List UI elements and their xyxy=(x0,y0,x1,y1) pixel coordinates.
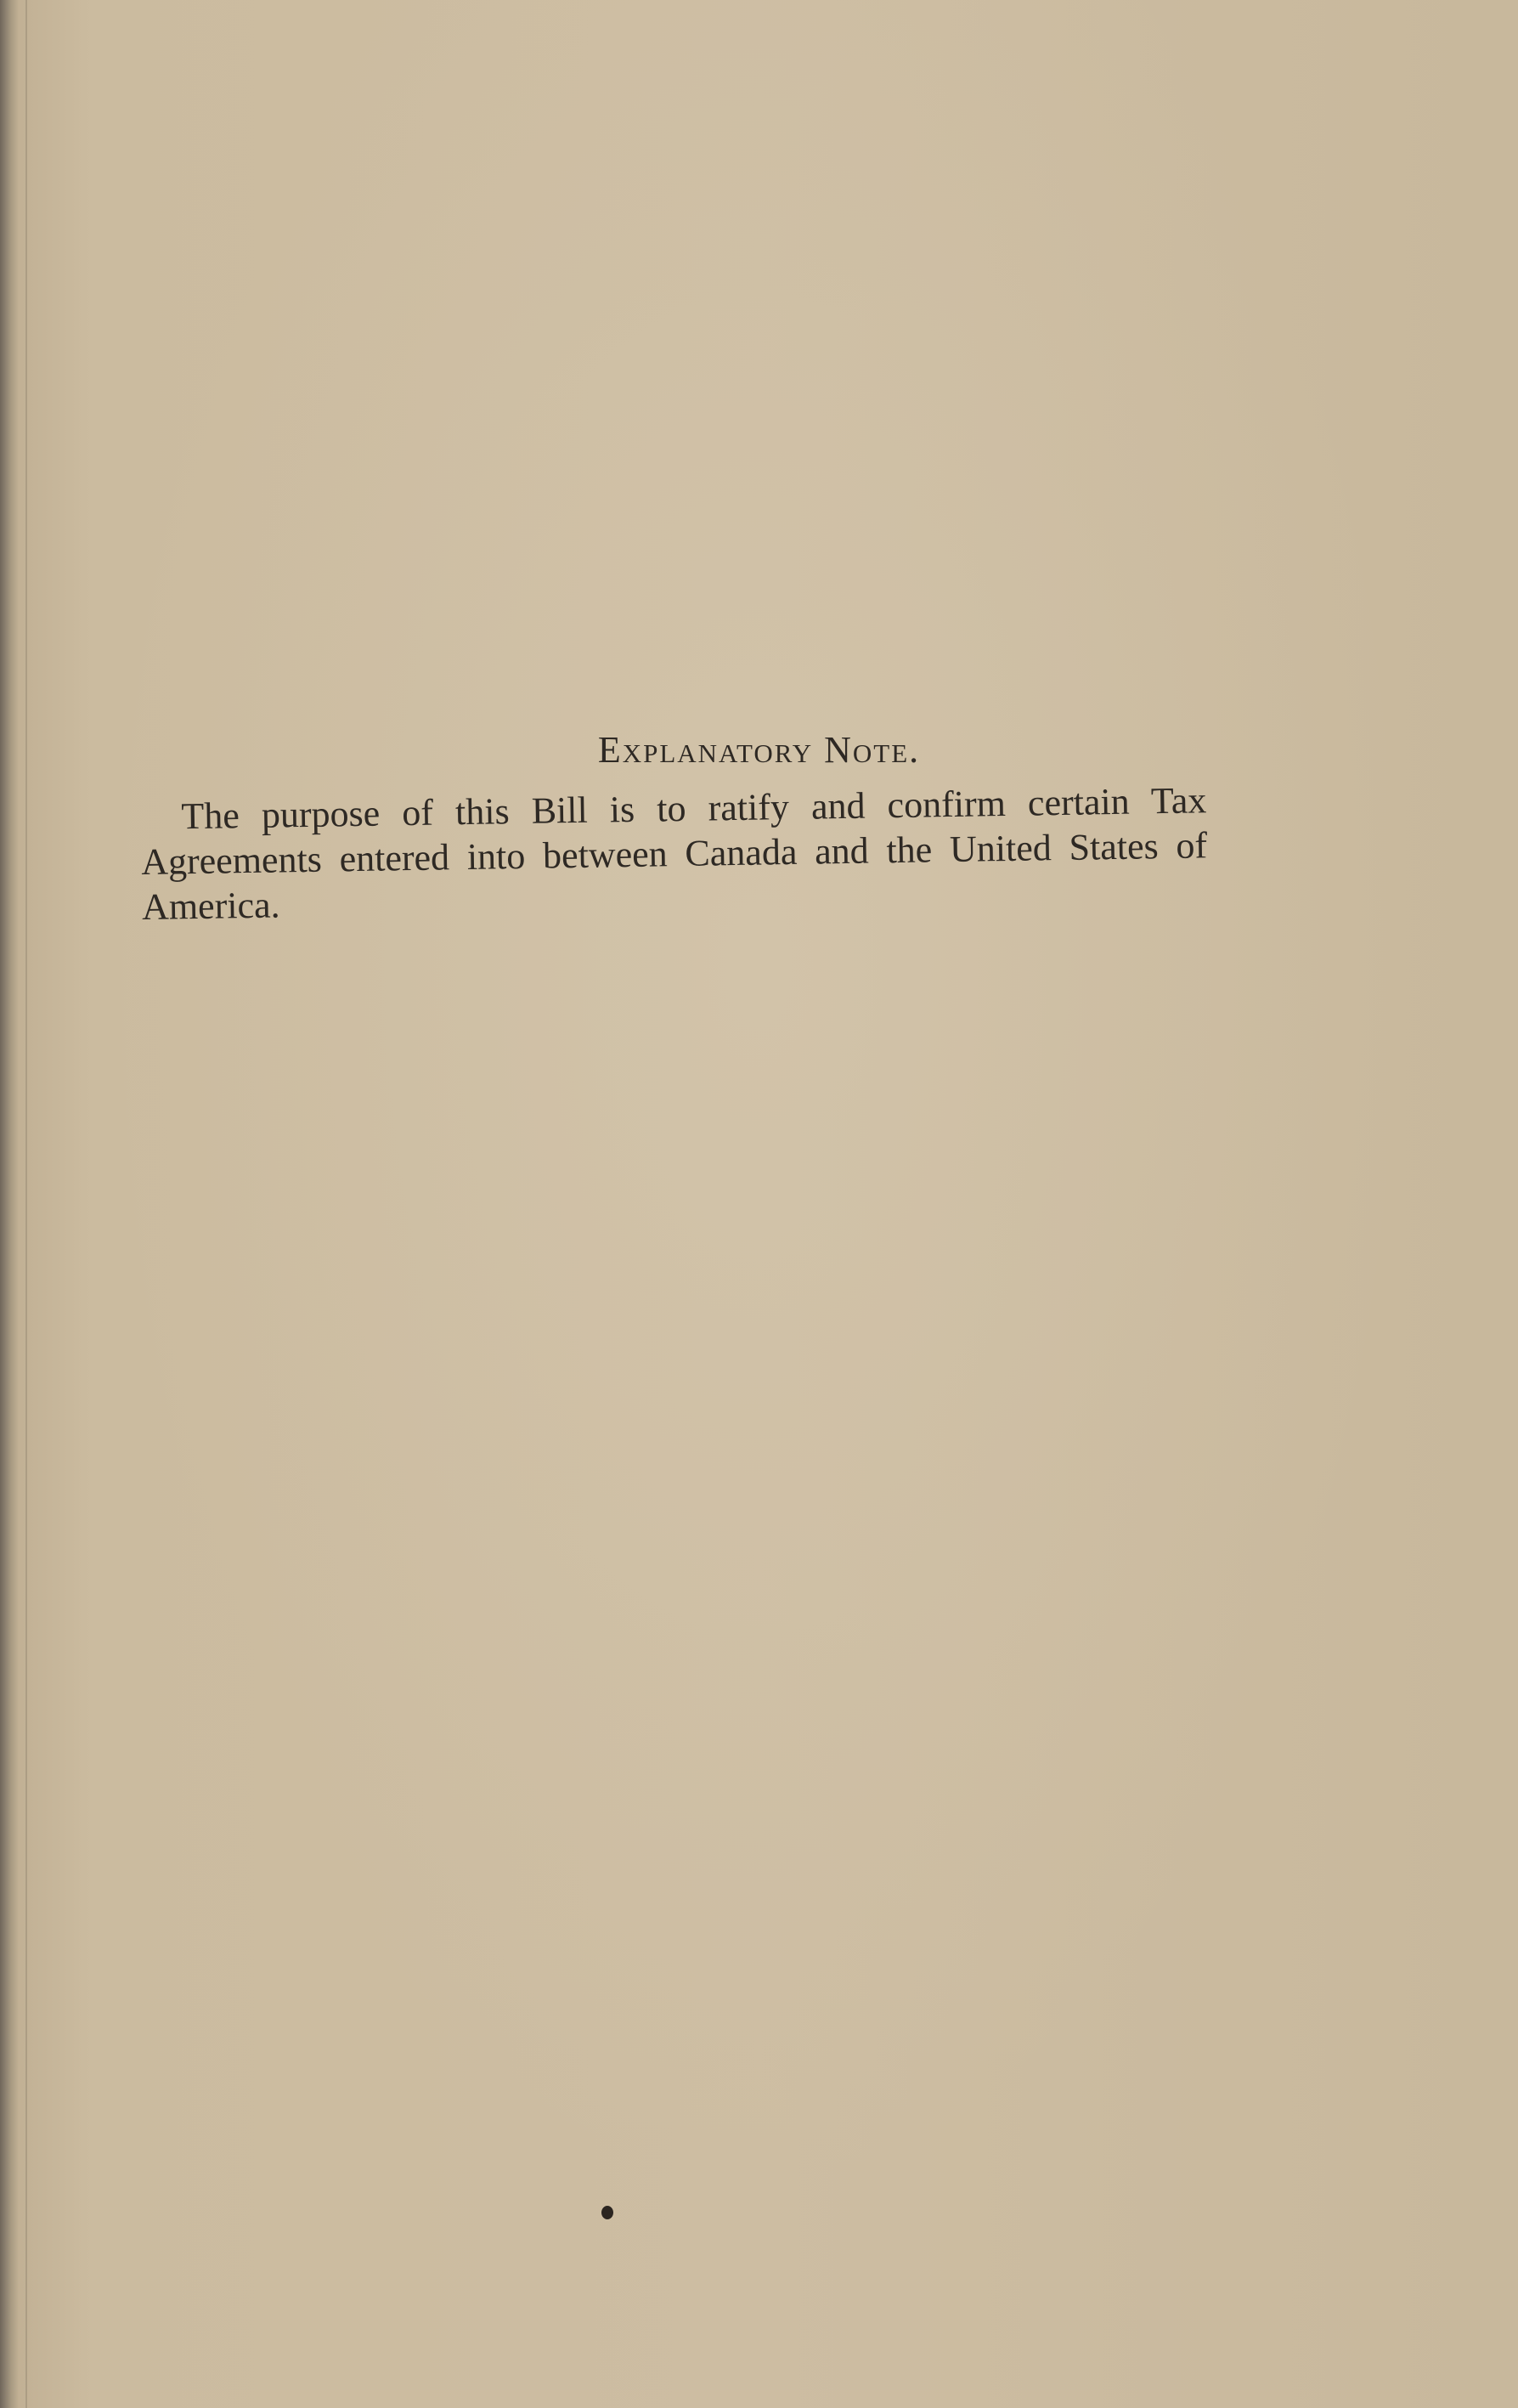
ink-speck xyxy=(601,2206,613,2219)
explanatory-note-title: Explanatory Note. xyxy=(597,729,921,771)
binding-edge xyxy=(0,0,19,2408)
binding-shadow-line xyxy=(25,0,27,2408)
explanatory-note-body: The purpose of this Bill is to ratify and confirm certain Tax Agreements entered into between Canada and the United States of America. xyxy=(140,779,1208,928)
